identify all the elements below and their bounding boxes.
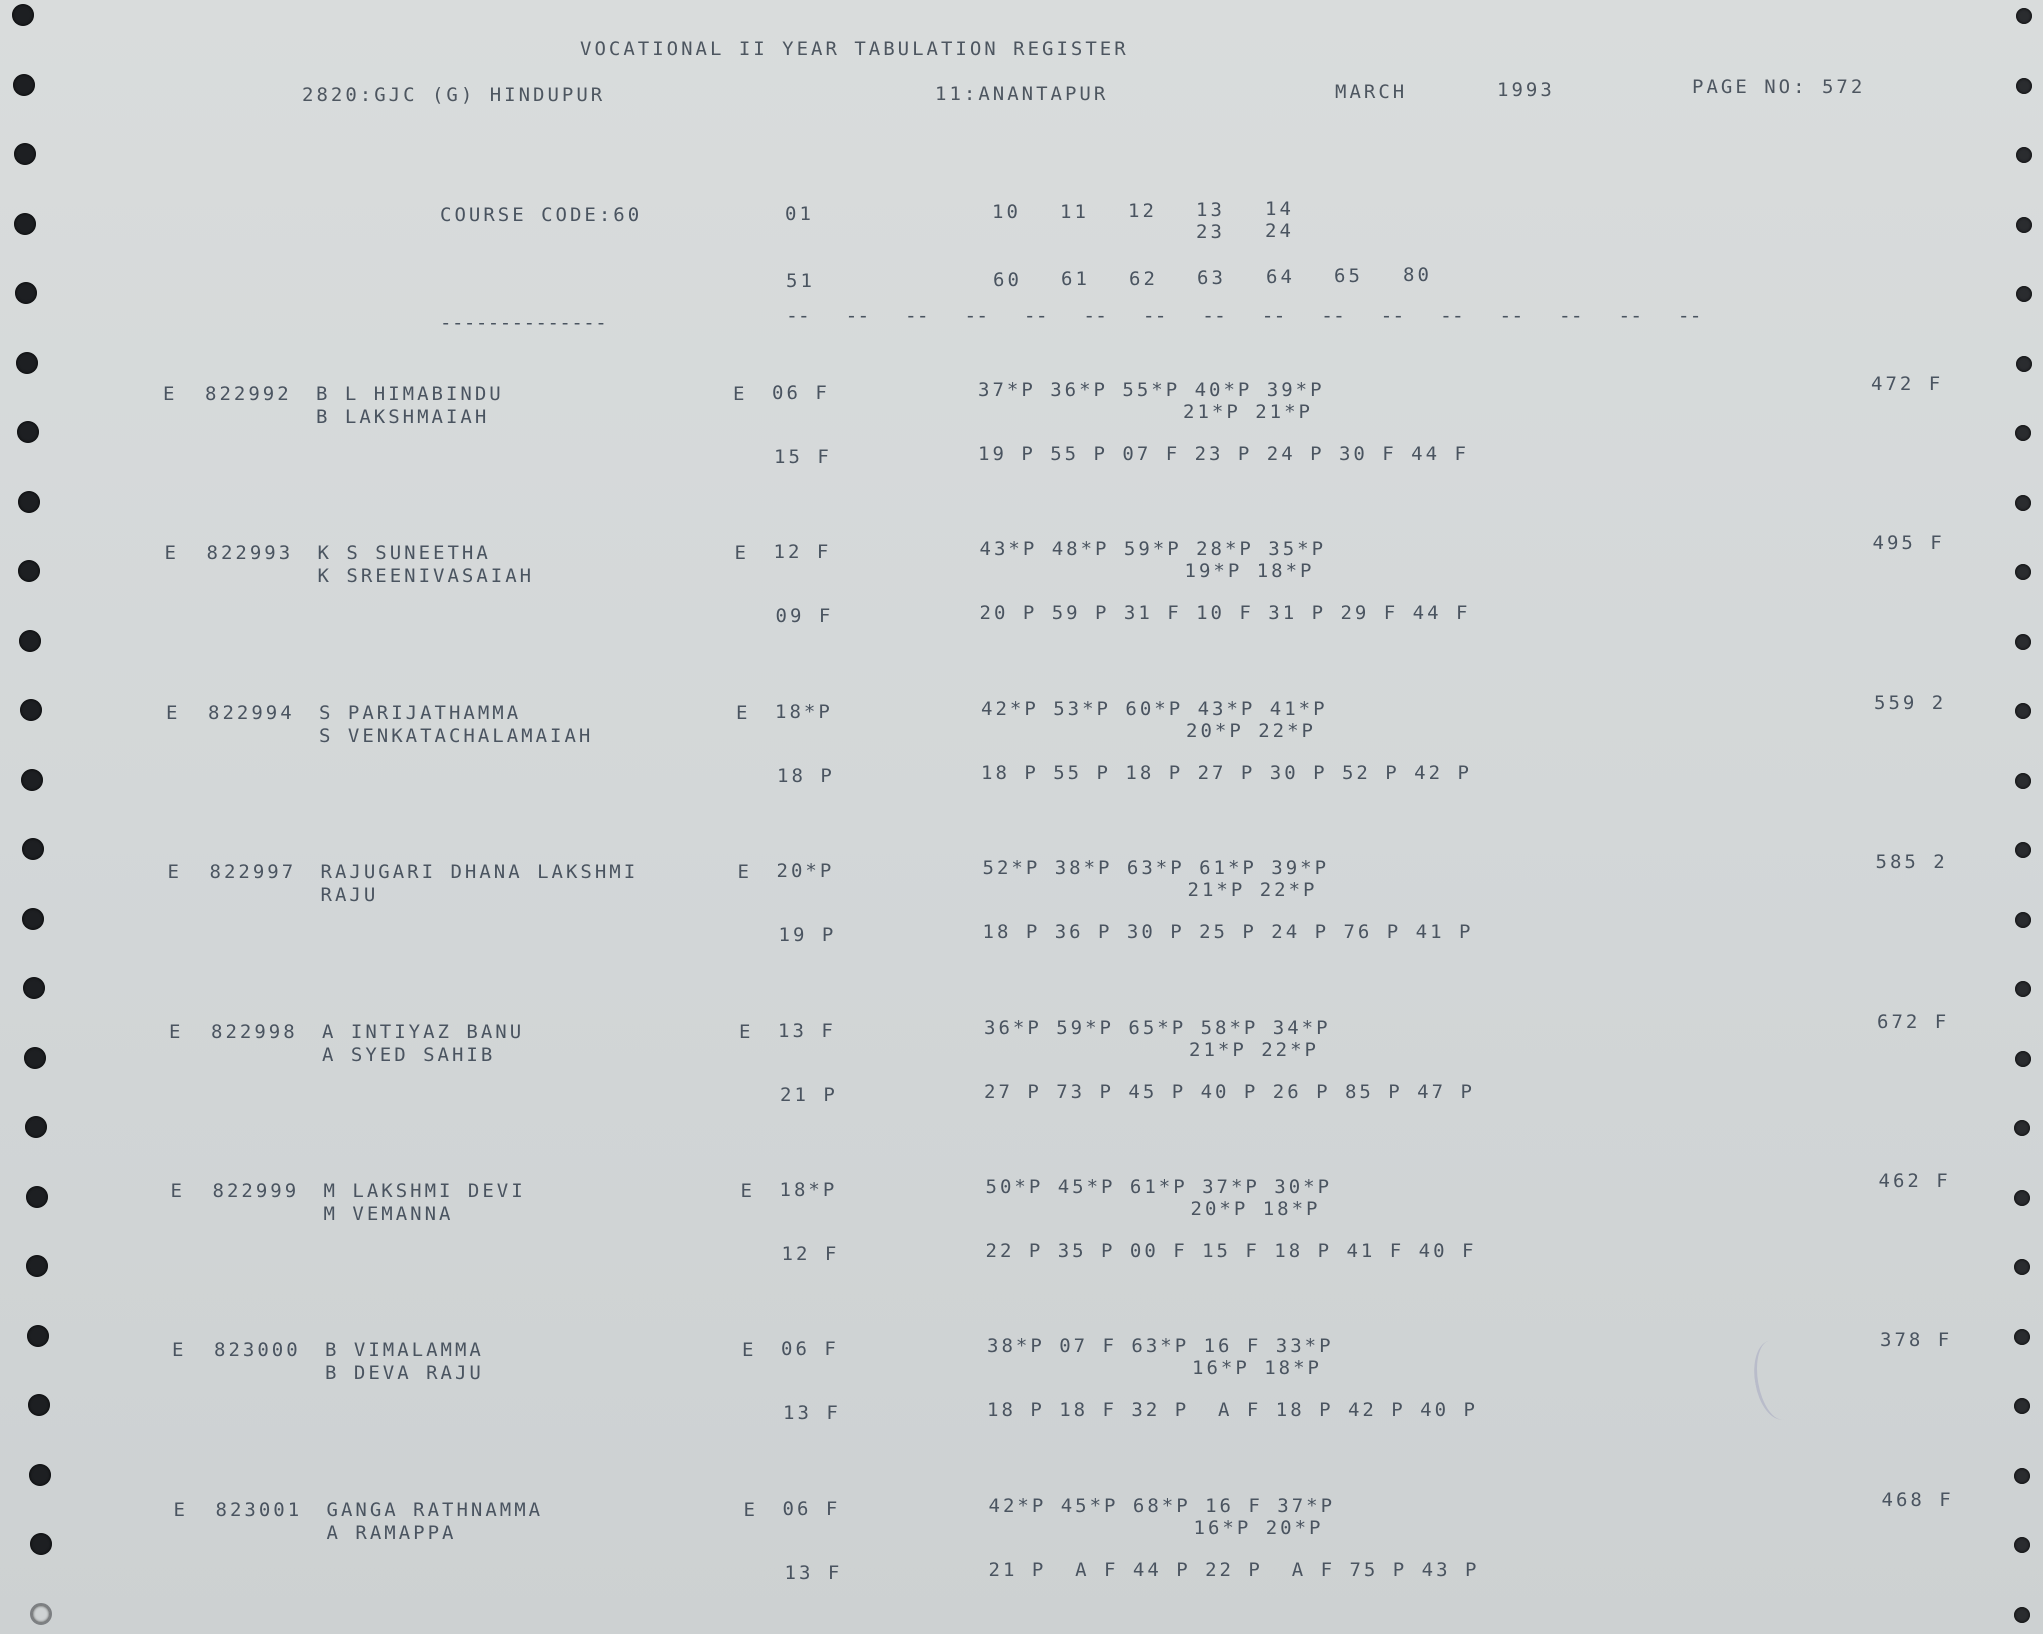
- student-name: M LAKSHMI DEVI: [323, 1180, 526, 1202]
- father-name: B DEVA RAJU: [325, 1362, 484, 1385]
- exam-type-marker: E: [733, 383, 748, 405]
- feed-hole: [24, 1047, 46, 1069]
- subject-code: 14: [1265, 198, 1294, 220]
- subject-code: 13: [1196, 199, 1225, 221]
- exam-month: MARCH: [1335, 81, 1408, 103]
- subject-marks-row: 20 P 59 P 31 F 10 F 31 P 29 F 44 F: [979, 602, 1471, 625]
- roll-number: 823000: [214, 1339, 301, 1362]
- second-year-marks: 13 F: [784, 1561, 843, 1584]
- roll-number: 822994: [208, 701, 295, 724]
- feed-hole: [26, 1186, 48, 1208]
- subject-code: 64: [1266, 266, 1295, 288]
- feed-hole: [2015, 495, 2031, 511]
- subject-code: 23: [1196, 221, 1225, 243]
- subject-code: 51: [786, 270, 815, 292]
- feed-hole: [14, 143, 36, 165]
- feed-hole: [19, 630, 41, 652]
- first-year-marks: 18*P: [779, 1179, 838, 1201]
- student-name: RAJUGARI DHANA LAKSHMI: [320, 861, 639, 884]
- student-name: S PARIJATHAMMA: [319, 701, 522, 724]
- feed-hole: [18, 491, 40, 513]
- feed-hole: [28, 1394, 50, 1416]
- feed-hole: [22, 838, 44, 860]
- register-title: VOCATIONAL II YEAR TABULATION REGISTER: [580, 38, 1129, 60]
- exam-type-marker: E: [736, 701, 751, 724]
- college-name: 2820:GJC (G) HINDUPUR: [302, 84, 606, 106]
- roll-number: 822999: [212, 1180, 300, 1202]
- subject-marks-row: 36*P 59*P 65*P 58*P 34*P: [984, 1016, 1331, 1039]
- column-separator-dashes: -- -- -- -- -- -- -- -- -- -- -- -- -- -- -- --: [786, 304, 1702, 327]
- first-year-marks: 20*P: [776, 860, 835, 883]
- subject-code: 60: [993, 269, 1022, 291]
- student-name: B L HIMABINDU: [316, 383, 504, 405]
- page-number: PAGE NO: 572: [1692, 76, 1866, 98]
- exam-type-marker: E: [737, 861, 752, 884]
- roll-number: 822993: [206, 542, 294, 565]
- first-year-marks: 06 F: [772, 382, 830, 404]
- feed-hole: [30, 1533, 52, 1555]
- subject-code: 11: [1060, 201, 1089, 223]
- feed-hole: [2015, 912, 2031, 928]
- subject-marks-row: 50*P 45*P 61*P 37*P 30*P: [985, 1176, 1333, 1198]
- subject-code: 61: [1061, 268, 1090, 290]
- feed-hole: [2015, 634, 2031, 650]
- total-result: 378 F: [1880, 1329, 1953, 1352]
- second-year-marks: 13 F: [783, 1402, 841, 1425]
- first-year-marks: 06 F: [782, 1497, 841, 1520]
- father-name: S VENKATACHALAMAIAH: [319, 724, 594, 747]
- second-year-marks: 21 P: [780, 1083, 838, 1106]
- student-name: GANGA RATHNAMMA: [326, 1498, 544, 1521]
- feed-hole: [2016, 217, 2032, 233]
- feed-hole: [2014, 1259, 2030, 1275]
- feed-hole: [2014, 1120, 2030, 1136]
- feed-hole: [2014, 1190, 2030, 1206]
- subject-code: 63: [1197, 267, 1226, 289]
- exam-type-marker: E: [170, 1180, 185, 1202]
- father-name: M VEMANNA: [323, 1203, 454, 1225]
- subject-marks-row: 20*P 22*P: [1186, 719, 1316, 742]
- subject-marks-row: 21 P A F 44 P 22 P A F 75 P 43 P: [988, 1558, 1480, 1581]
- pen-mark: [1748, 1337, 1804, 1423]
- exam-year: 1993: [1497, 79, 1555, 101]
- feed-hole: [20, 699, 42, 721]
- feed-hole: [2016, 147, 2032, 163]
- feed-hole: [2015, 981, 2031, 997]
- feed-hole: [2014, 1537, 2030, 1553]
- second-year-marks: 15 F: [774, 446, 832, 468]
- subject-marks-row: 43*P 48*P 59*P 28*P 35*P: [979, 538, 1327, 561]
- feed-hole: [12, 4, 34, 26]
- first-year-marks: 18*P: [775, 700, 833, 723]
- feed-hole: [16, 352, 38, 374]
- feed-hole: [17, 421, 39, 443]
- subject-marks-row: 21*P 22*P: [1189, 1038, 1319, 1061]
- subject-marks-row: 27 P 73 P 45 P 40 P 26 P 85 P 47 P: [984, 1080, 1475, 1103]
- subject-marks-row: 37*P 36*P 55*P 40*P 39*P: [978, 379, 1325, 401]
- left-tractor-holes: [12, 0, 42, 1634]
- student-name: K S SUNEETHA: [317, 542, 491, 565]
- roll-number: 822998: [211, 1020, 298, 1043]
- student-name: A INTIYAZ BANU: [322, 1020, 525, 1043]
- total-result: 495 F: [1872, 532, 1945, 555]
- subject-marks-row: 19*P 18*P: [1184, 560, 1315, 583]
- exam-type-marker: E: [173, 1498, 188, 1521]
- feed-hole: [15, 282, 37, 304]
- subject-marks-row: 21*P 22*P: [1187, 879, 1318, 902]
- total-result: 462 F: [1878, 1170, 1951, 1192]
- subject-marks-row: 18 P 36 P 30 P 25 P 24 P 76 P 41 P: [982, 921, 1474, 944]
- subject-marks-row: 18 P 55 P 18 P 27 P 30 P 52 P 42 P: [981, 761, 1472, 784]
- subject-code: 80: [1403, 264, 1432, 286]
- father-name: RAJU: [320, 884, 379, 907]
- right-tractor-holes: [2014, 0, 2043, 1634]
- exam-type-marker: E: [743, 1498, 758, 1521]
- exam-type-marker: E: [740, 1180, 755, 1202]
- feed-hole: [27, 1325, 49, 1347]
- feed-hole: [2015, 842, 2031, 858]
- subject-marks-row: 16*P 18*P: [1192, 1357, 1322, 1380]
- feed-hole: [2015, 703, 2031, 719]
- exam-type-marker: E: [172, 1339, 187, 1362]
- exam-type-marker: E: [734, 542, 749, 565]
- exam-type-marker: E: [164, 542, 179, 565]
- second-year-marks: 09 F: [775, 605, 834, 628]
- roll-number: 822997: [209, 861, 297, 884]
- second-year-marks: 12 F: [781, 1243, 840, 1265]
- subject-marks-row: 52*P 38*P 63*P 61*P 39*P: [982, 857, 1330, 880]
- exam-type-marker: E: [166, 701, 181, 724]
- feed-hole: [2015, 564, 2031, 580]
- subject-marks-row: 20*P 18*P: [1190, 1198, 1321, 1220]
- feed-hole: [2016, 286, 2032, 302]
- feed-hole: [2016, 78, 2032, 94]
- subject-code: 24: [1265, 220, 1294, 242]
- subject-marks-row: 38*P 07 F 63*P 16 F 33*P: [987, 1335, 1334, 1358]
- subject-code: 01: [785, 203, 814, 225]
- second-year-marks: 19 P: [778, 924, 837, 947]
- subject-code: 12: [1128, 200, 1157, 222]
- father-name: B LAKSHMAIAH: [316, 406, 490, 428]
- subject-marks-row: 18 P 18 F 32 P A F 18 P 42 P 40 P: [987, 1399, 1478, 1422]
- feed-hole: [29, 1464, 51, 1486]
- feed-hole: [14, 213, 36, 235]
- feed-hole: [2015, 425, 2031, 441]
- subject-marks-row: 22 P 35 P 00 F 15 F 18 P 41 F 40 F: [985, 1240, 1477, 1262]
- exam-type-marker: E: [169, 1020, 184, 1043]
- exam-type-marker: E: [739, 1020, 754, 1043]
- feed-hole: [2016, 8, 2032, 24]
- feed-hole: [2015, 773, 2031, 789]
- father-name: A SYED SAHIB: [322, 1043, 496, 1066]
- first-year-marks: 06 F: [781, 1338, 839, 1361]
- total-result: 472 F: [1871, 373, 1944, 395]
- feed-hole: [2014, 1398, 2030, 1414]
- subject-code: 62: [1129, 268, 1158, 290]
- total-result: 468 F: [1881, 1488, 1954, 1511]
- feed-hole: [18, 560, 40, 582]
- feed-hole: [21, 769, 43, 791]
- total-result: 559 2: [1874, 691, 1947, 714]
- subject-marks-row: 42*P 45*P 68*P 16 F 37*P: [988, 1494, 1336, 1517]
- course-code-underline: --------------: [440, 312, 608, 334]
- roll-number: 823001: [215, 1498, 303, 1521]
- roll-number: 822992: [205, 383, 292, 405]
- district-name: 11:ANANTAPUR: [935, 83, 1109, 105]
- feed-hole: [2014, 1468, 2030, 1484]
- feed-hole: [22, 908, 44, 930]
- feed-hole: [26, 1255, 48, 1277]
- total-result: 672 F: [1877, 1010, 1950, 1033]
- feed-hole: [30, 1603, 52, 1625]
- subject-marks-row: 42*P 53*P 60*P 43*P 41*P: [981, 697, 1328, 720]
- feed-hole: [23, 977, 45, 999]
- feed-hole: [2014, 1607, 2030, 1623]
- subject-marks-row: 19 P 55 P 07 F 23 P 24 P 30 F 44 F: [978, 443, 1469, 465]
- father-name: K SREENIVASAIAH: [317, 565, 535, 588]
- subject-code: 65: [1334, 265, 1363, 287]
- feed-hole: [2016, 356, 2032, 372]
- subject-marks-row: 16*P 20*P: [1193, 1516, 1324, 1539]
- second-year-marks: 18 P: [777, 764, 835, 787]
- exam-type-marker: E: [742, 1339, 757, 1362]
- student-name: B VIMALAMMA: [325, 1339, 484, 1362]
- exam-type-marker: E: [167, 861, 182, 884]
- total-result: 585 2: [1875, 851, 1948, 874]
- subject-code: 10: [992, 201, 1021, 223]
- feed-hole: [2015, 1051, 2031, 1067]
- feed-hole: [2014, 1329, 2030, 1345]
- course-code-label: COURSE CODE:60: [440, 204, 643, 226]
- subject-marks-row: 21*P 21*P: [1183, 401, 1313, 423]
- father-name: A RAMAPPA: [326, 1521, 457, 1544]
- first-year-marks: 12 F: [773, 541, 832, 564]
- exam-type-marker: E: [163, 383, 178, 405]
- feed-hole: [25, 1116, 47, 1138]
- first-year-marks: 13 F: [778, 1019, 836, 1042]
- feed-hole: [13, 74, 35, 96]
